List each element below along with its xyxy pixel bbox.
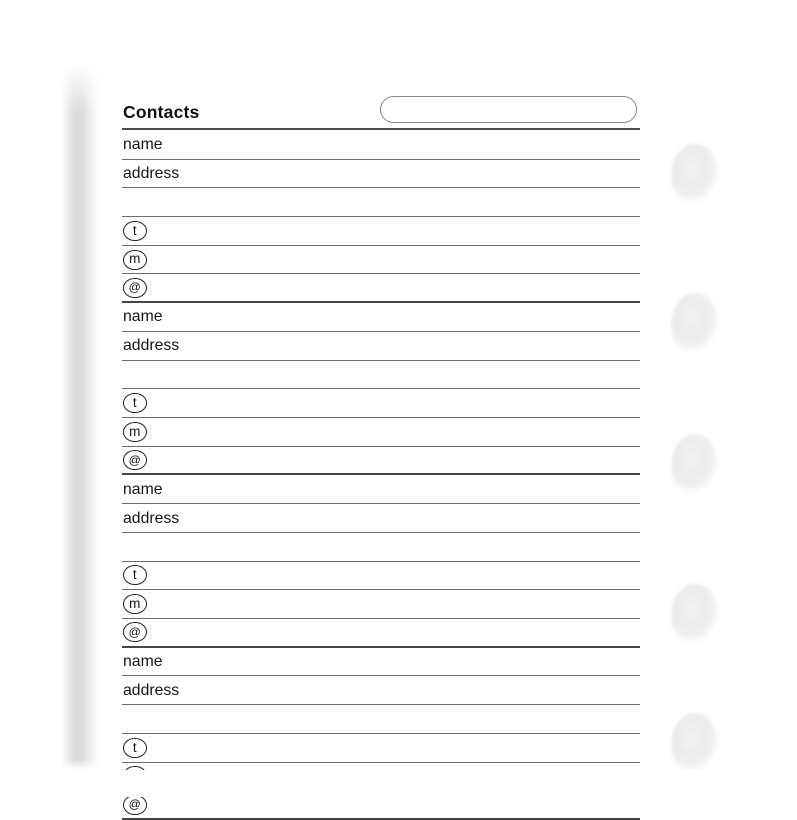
mobile-row (122, 418, 640, 447)
index-letter-tab (380, 96, 637, 123)
address-row (122, 676, 640, 705)
mobile-icon: m (123, 422, 147, 442)
telephone-icon: t (123, 221, 147, 241)
page-title: Contacts (123, 102, 200, 122)
email-icon: @ (123, 450, 147, 470)
contact-entry (122, 475, 640, 647)
punch-hole (671, 144, 718, 208)
address-label: address (123, 164, 180, 182)
contact-entries (122, 131, 640, 820)
address-label: address (123, 681, 180, 699)
punch-hole (671, 434, 718, 498)
name-row (122, 131, 640, 160)
mobile-icon: m (123, 594, 147, 614)
email-icon: @ (123, 278, 147, 298)
telephone-icon: t (123, 393, 147, 413)
name-row (122, 303, 640, 332)
name-row (122, 648, 640, 677)
address-continuation-row (122, 188, 640, 217)
name-label: name (123, 308, 163, 326)
address-row (122, 160, 640, 189)
address-row (122, 504, 640, 533)
address-row (122, 332, 640, 361)
punch-hole (671, 584, 718, 648)
contact-entry (122, 131, 640, 303)
telephone-row (122, 217, 640, 246)
email-icon: @ (123, 622, 147, 642)
telephone-icon: t (123, 738, 147, 758)
address-continuation-row (122, 705, 640, 734)
mobile-row (122, 246, 640, 275)
name-label: name (123, 653, 163, 671)
address-continuation-row (122, 533, 640, 562)
address-continuation-row (122, 361, 640, 390)
address-label: address (123, 509, 180, 527)
email-row (122, 447, 640, 476)
telephone-row (122, 389, 640, 418)
name-label: name (123, 136, 163, 154)
name-label: name (123, 480, 163, 498)
punch-hole (671, 713, 718, 777)
photo-crop-edge (0, 770, 797, 797)
telephone-row (122, 562, 640, 591)
telephone-icon: t (123, 565, 147, 585)
telephone-row (122, 734, 640, 763)
mobile-row (122, 590, 640, 619)
page-left-edge-shadow (62, 64, 100, 770)
contact-entry (122, 303, 640, 475)
address-label: address (123, 337, 180, 355)
email-row (122, 274, 640, 303)
email-row (122, 619, 640, 648)
name-row (122, 475, 640, 504)
email-icon: @ (123, 795, 147, 815)
punch-hole (671, 293, 718, 357)
mobile-icon: m (123, 250, 147, 270)
